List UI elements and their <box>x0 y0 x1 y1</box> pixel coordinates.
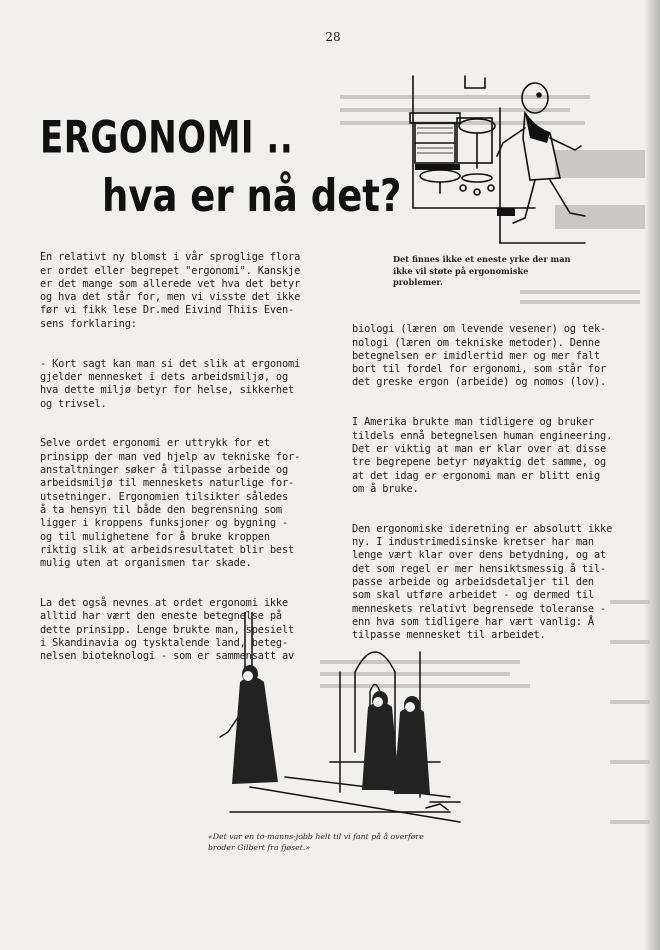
page-edge-shadow <box>644 0 660 950</box>
left-paragraph-4: La det også nevnes at ordet ergonomi ikke alltid har vært den eneste betegnelse på dette prinsipp. Lenge brukte man, spesielt i Skandinavia og tysktalende land, beteg- nelsen bioteknologi - som er sammensatt av <box>40 597 295 663</box>
right-paragraph-1: biologi (læren om levende vesener) og tek- nologi (læren om tekniske metoder). Denne betegnelsen er imidlertid mer og mer falt bort til fordel for ergonomi, som står for det greske ergon (arbeide) og nomos (lov). <box>352 323 607 389</box>
left-paragraph-3: Selve ordet ergonomi er uttrykk for et prinsipp der man ved hjelp av tekniske for- anstaltninger søker å tilpasse arbeide og arbeidsmiljø til menneskets naturlige for- utsetninger. Ergonomien tilsikter således å ta hensyn til både den begrensning som ligger i kroppens funksjoner og bygning - og til mulighetene for å bruke kroppen riktig slik at arbeidsresultatet blir best mulig uten at organismen tar skade. <box>40 437 301 570</box>
left-paragraph-1: En relativt ny blomst i vår sproglige flora er ordet eller begrepet "ergonomi". Kanskje er det mange som allerede vet hva det betyr og hva det står for, men vi visste det ikke før vi fikk lese Dr.med Eivind Thiis Even- sens forklaring: <box>40 251 301 330</box>
page-number: 28 <box>325 30 341 44</box>
right-paragraph-3: Den ergonomiske ideretning er absolutt ikke ny. I industrimedisinske kretser har man lenge vært klar over dens betydning, og at det som regel er mer hensiktsmessig å til- passe arbeide og arbeidsdetaljer til den som skal utføre arbeidet - og dermed til menneskets relativt begrensede toleranse - enn hva som tidligere har vært vanlig: Å tilpasse mennesket til arbeidet. <box>352 522 613 642</box>
monks-cartoon-illustration <box>190 612 470 827</box>
bottom-illustration-caption: «Det var en to-manns-jobb helt til vi fant på å overføre broder Gilbert fra fjøset.» <box>208 832 424 852</box>
headline-line-1: ERGONOMI .. <box>40 112 294 164</box>
office-cartoon-illustration <box>385 68 620 248</box>
right-paragraph-2: I Amerika brukte man tidligere og bruker tildels ennå betegnelsen human engineering. Det er viktig at man er klar over at disse tre begrepene betyr nøyaktig det samme, og at det idag er ergonomi man er blitt enig om å bruke. <box>352 416 613 495</box>
left-paragraph-2: - Kort sagt kan man si det slik at ergonomi gjelder mennesket i dets arbeidsmiljø, og hva dette miljø betyr for helse, sikkerhet og trivsel. <box>40 357 301 410</box>
headline-line-2: hva er nå det? <box>102 170 402 222</box>
top-illustration-caption: Det finnes ikke et eneste yrke der man ikke vil støte på ergonomiske problemer. <box>393 254 571 287</box>
